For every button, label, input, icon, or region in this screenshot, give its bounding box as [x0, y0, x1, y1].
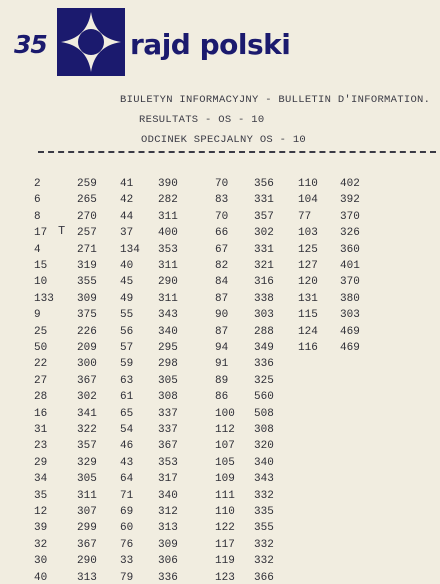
result-value: 366 — [254, 571, 274, 584]
result-value: 305 — [77, 473, 97, 486]
result-value: 353 — [158, 243, 178, 256]
car-number: 119 — [215, 555, 235, 568]
car-number: 76 — [120, 538, 134, 551]
result-value: 357 — [254, 210, 274, 223]
car-number: 63 — [120, 374, 134, 387]
result-value: 469 — [340, 342, 360, 354]
result-value: 295 — [158, 342, 178, 354]
car-number: 41 — [120, 178, 134, 190]
car-number: 50 — [34, 342, 48, 354]
car-number: 104 — [298, 194, 318, 207]
result-value: 317 — [158, 473, 178, 486]
car-number: 67 — [215, 243, 229, 256]
result-value: 288 — [254, 325, 274, 338]
car-number: 125 — [298, 243, 318, 256]
car-number: 39 — [34, 522, 48, 535]
result-value: 300 — [77, 358, 97, 371]
star-emblem-icon — [57, 8, 125, 76]
result-value: 402 — [340, 178, 360, 190]
result-value: 370 — [340, 276, 360, 289]
car-number: 134 — [120, 243, 140, 256]
car-number: 55 — [120, 309, 134, 322]
result-value: 209 — [77, 342, 97, 354]
car-number: 29 — [34, 456, 48, 469]
result-value: 349 — [254, 342, 274, 354]
result-value: 390 — [158, 178, 178, 190]
car-number: 124 — [298, 325, 318, 338]
car-number: 91 — [215, 358, 229, 371]
result-value: 332 — [254, 489, 274, 502]
car-number: 133 — [34, 292, 54, 305]
car-number: 12 — [34, 506, 48, 518]
result-value: 322 — [77, 424, 97, 436]
result-value: 271 — [77, 243, 97, 256]
car-number: 61 — [120, 391, 134, 404]
car-number: 131 — [298, 292, 318, 305]
result-value: 309 — [77, 292, 97, 305]
car-number: 100 — [215, 407, 235, 420]
result-value: 226 — [77, 325, 97, 338]
result-value: 343 — [158, 309, 178, 322]
result-value: 340 — [158, 489, 178, 502]
result-value: 308 — [158, 391, 178, 404]
car-number: 84 — [215, 276, 229, 289]
result-value: 337 — [158, 407, 178, 420]
result-value: 303 — [254, 309, 274, 322]
result-value: 392 — [340, 194, 360, 207]
result-value: 270 — [77, 210, 97, 223]
result-value: 560 — [254, 391, 274, 404]
result-value: 307 — [77, 506, 97, 518]
result-value: 311 — [158, 292, 178, 305]
result-value: 311 — [77, 489, 97, 502]
car-number: 32 — [34, 538, 48, 551]
result-value: 319 — [77, 260, 97, 272]
result-value: 306 — [158, 555, 178, 568]
car-number: 10 — [34, 276, 48, 289]
car-number: 79 — [120, 571, 134, 584]
car-number: 122 — [215, 522, 235, 535]
result-value: 313 — [77, 571, 97, 584]
car-number: 28 — [34, 391, 48, 404]
car-number: 87 — [215, 325, 229, 338]
car-number: 56 — [120, 325, 134, 338]
car-number: 49 — [120, 292, 134, 305]
result-value: 259 — [77, 178, 97, 190]
result-value: 357 — [77, 440, 97, 453]
car-number: 115 — [298, 309, 318, 322]
car-number: 123 — [215, 571, 235, 584]
result-value: 316 — [254, 276, 274, 289]
car-number: 94 — [215, 342, 229, 354]
result-value: 336 — [254, 358, 274, 371]
result-value: 320 — [254, 440, 274, 453]
result-value: 367 — [77, 538, 97, 551]
result-value: 325 — [254, 374, 274, 387]
result-value: 338 — [254, 292, 274, 305]
car-number: 42 — [120, 194, 134, 207]
result-value: 331 — [254, 243, 274, 256]
car-number: 64 — [120, 473, 134, 486]
car-number: 54 — [120, 424, 134, 436]
car-number: 22 — [34, 358, 48, 371]
car-number: 59 — [120, 358, 134, 371]
result-value: 329 — [77, 456, 97, 469]
result-value: 332 — [254, 555, 274, 568]
car-number: 112 — [215, 424, 235, 436]
car-number: 83 — [215, 194, 229, 207]
car-number: 46 — [120, 440, 134, 453]
car-number: 35 — [34, 489, 48, 502]
result-value: 375 — [77, 309, 97, 322]
car-number: 66 — [215, 227, 229, 240]
result-value: 299 — [77, 522, 97, 535]
car-number: 33 — [120, 555, 134, 568]
car-number: 110 — [215, 506, 235, 518]
car-number: 43 — [120, 456, 134, 469]
car-number: 107 — [215, 440, 235, 453]
car-number: 69 — [120, 506, 134, 518]
car-number: 15 — [34, 260, 48, 272]
car-number: 27 — [34, 374, 48, 387]
result-value: 302 — [254, 227, 274, 240]
car-number: 9 — [34, 309, 41, 322]
result-value: 401 — [340, 260, 360, 272]
car-number: 70 — [215, 178, 229, 190]
car-number: 127 — [298, 260, 318, 272]
result-value: 313 — [158, 522, 178, 535]
car-number: 30 — [34, 555, 48, 568]
car-number: 40 — [34, 571, 48, 584]
car-number: 120 — [298, 276, 318, 289]
car-number: 44 — [120, 210, 134, 223]
result-value: 290 — [77, 555, 97, 568]
result-value: 337 — [158, 424, 178, 436]
car-number: 60 — [120, 522, 134, 535]
result-value: 308 — [254, 424, 274, 436]
result-value: 343 — [254, 473, 274, 486]
logo-title: rajd polski — [130, 28, 291, 61]
handwritten-mark: T — [58, 224, 66, 238]
result-value: 257 — [77, 227, 97, 240]
car-number: 117 — [215, 538, 235, 551]
car-number: 86 — [215, 391, 229, 404]
result-value: 321 — [254, 260, 274, 272]
result-value: 340 — [158, 325, 178, 338]
car-number: 57 — [120, 342, 134, 354]
result-value: 355 — [77, 276, 97, 289]
result-value: 326 — [340, 227, 360, 240]
result-value: 353 — [158, 456, 178, 469]
car-number: 6 — [34, 194, 41, 207]
result-value: 312 — [158, 506, 178, 518]
car-number: 70 — [215, 210, 229, 223]
car-number: 90 — [215, 309, 229, 322]
result-value: 355 — [254, 522, 274, 535]
car-number: 25 — [34, 325, 48, 338]
car-number: 17 — [34, 227, 48, 240]
result-value: 305 — [158, 374, 178, 387]
result-value: 298 — [158, 358, 178, 371]
result-value: 400 — [158, 227, 178, 240]
result-value: 356 — [254, 178, 274, 190]
car-number: 16 — [34, 407, 48, 420]
car-number: 2 — [34, 178, 41, 190]
car-number: 89 — [215, 374, 229, 387]
result-value: 508 — [254, 407, 274, 420]
car-number: 82 — [215, 260, 229, 272]
car-number: 109 — [215, 473, 235, 486]
result-value: 282 — [158, 194, 178, 207]
car-number: 40 — [120, 260, 134, 272]
result-value: 290 — [158, 276, 178, 289]
car-number: 116 — [298, 342, 318, 354]
result-value: 469 — [340, 325, 360, 338]
logo-number: 35 — [14, 30, 47, 59]
car-number: 8 — [34, 210, 41, 223]
car-number: 87 — [215, 292, 229, 305]
car-number: 4 — [34, 243, 41, 256]
car-number: 71 — [120, 489, 134, 502]
result-value: 335 — [254, 506, 274, 518]
result-value: 336 — [158, 571, 178, 584]
result-value: 370 — [340, 210, 360, 223]
dashed-divider — [38, 151, 436, 153]
car-number: 37 — [120, 227, 134, 240]
car-number: 34 — [34, 473, 48, 486]
result-value: 303 — [340, 309, 360, 322]
result-value: 360 — [340, 243, 360, 256]
car-number: 23 — [34, 440, 48, 453]
car-number: 65 — [120, 407, 134, 420]
result-value: 309 — [158, 538, 178, 551]
result-value: 341 — [77, 407, 97, 420]
result-value: 265 — [77, 194, 97, 207]
car-number: 77 — [298, 210, 312, 223]
car-number: 45 — [120, 276, 134, 289]
result-value: 367 — [158, 440, 178, 453]
result-value: 331 — [254, 194, 274, 207]
car-number: 111 — [215, 489, 235, 502]
result-value: 367 — [77, 374, 97, 387]
result-value: 311 — [158, 210, 178, 223]
car-number: 105 — [215, 456, 235, 469]
car-number: 110 — [298, 178, 318, 190]
result-value: 380 — [340, 292, 360, 305]
car-number: 31 — [34, 424, 48, 436]
result-value: 311 — [158, 260, 178, 272]
car-number: 103 — [298, 227, 318, 240]
result-value: 340 — [254, 456, 274, 469]
result-value: 302 — [77, 391, 97, 404]
result-value: 332 — [254, 538, 274, 551]
logo — [0, 0, 440, 80]
